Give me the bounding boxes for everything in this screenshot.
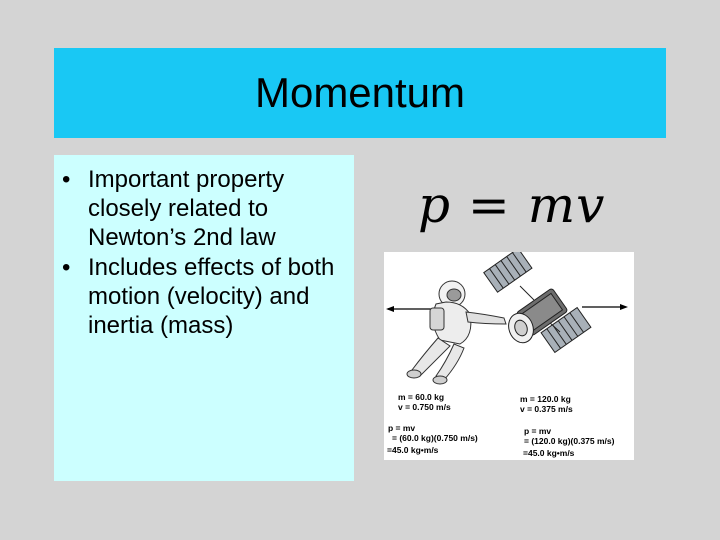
satellite-eq1: p = mv	[524, 426, 552, 436]
astronaut-eq3: =45.0 kg•m/s	[387, 445, 439, 455]
astronaut-velocity: v = 0.750 m/s	[398, 402, 451, 412]
bullet-text: Includes effects of both motion (velocity) and inertia (mass)	[88, 254, 335, 339]
astronaut-eq2: = (60.0 kg)(0.750 m/s)	[392, 433, 478, 443]
momentum-figure	[384, 252, 634, 460]
satellite-eq2: = (120.0 kg)(0.375 m/s)	[524, 436, 615, 446]
astronaut-satellite-illustration	[384, 252, 634, 460]
momentum-formula: p = mv	[418, 176, 606, 234]
bullet-item	[54, 165, 354, 252]
bullet-panel	[54, 155, 354, 481]
satellite-eq3: =45.0 kg•m/s	[523, 448, 575, 458]
satellite-velocity: v = 0.375 m/s	[520, 404, 573, 414]
astronaut-eq1: p = mv	[388, 423, 416, 433]
bullet-list	[54, 155, 354, 340]
right-arrow-icon	[582, 304, 628, 310]
satellite-mass: m = 120.0 kg	[520, 394, 571, 404]
bullet-text: Important property closely related to Newton’s 2nd law	[88, 166, 285, 251]
astronaut-mass: m = 60.0 kg	[398, 392, 445, 402]
bullet-marker: •	[62, 254, 71, 281]
slide-title: Momentum	[254, 69, 466, 116]
left-arrow-icon	[386, 306, 436, 312]
astronaut-icon	[407, 281, 506, 384]
bullet-item	[54, 253, 354, 340]
title-bar	[54, 48, 666, 138]
satellite-icon	[484, 252, 591, 352]
bullet-marker: •	[62, 166, 71, 193]
